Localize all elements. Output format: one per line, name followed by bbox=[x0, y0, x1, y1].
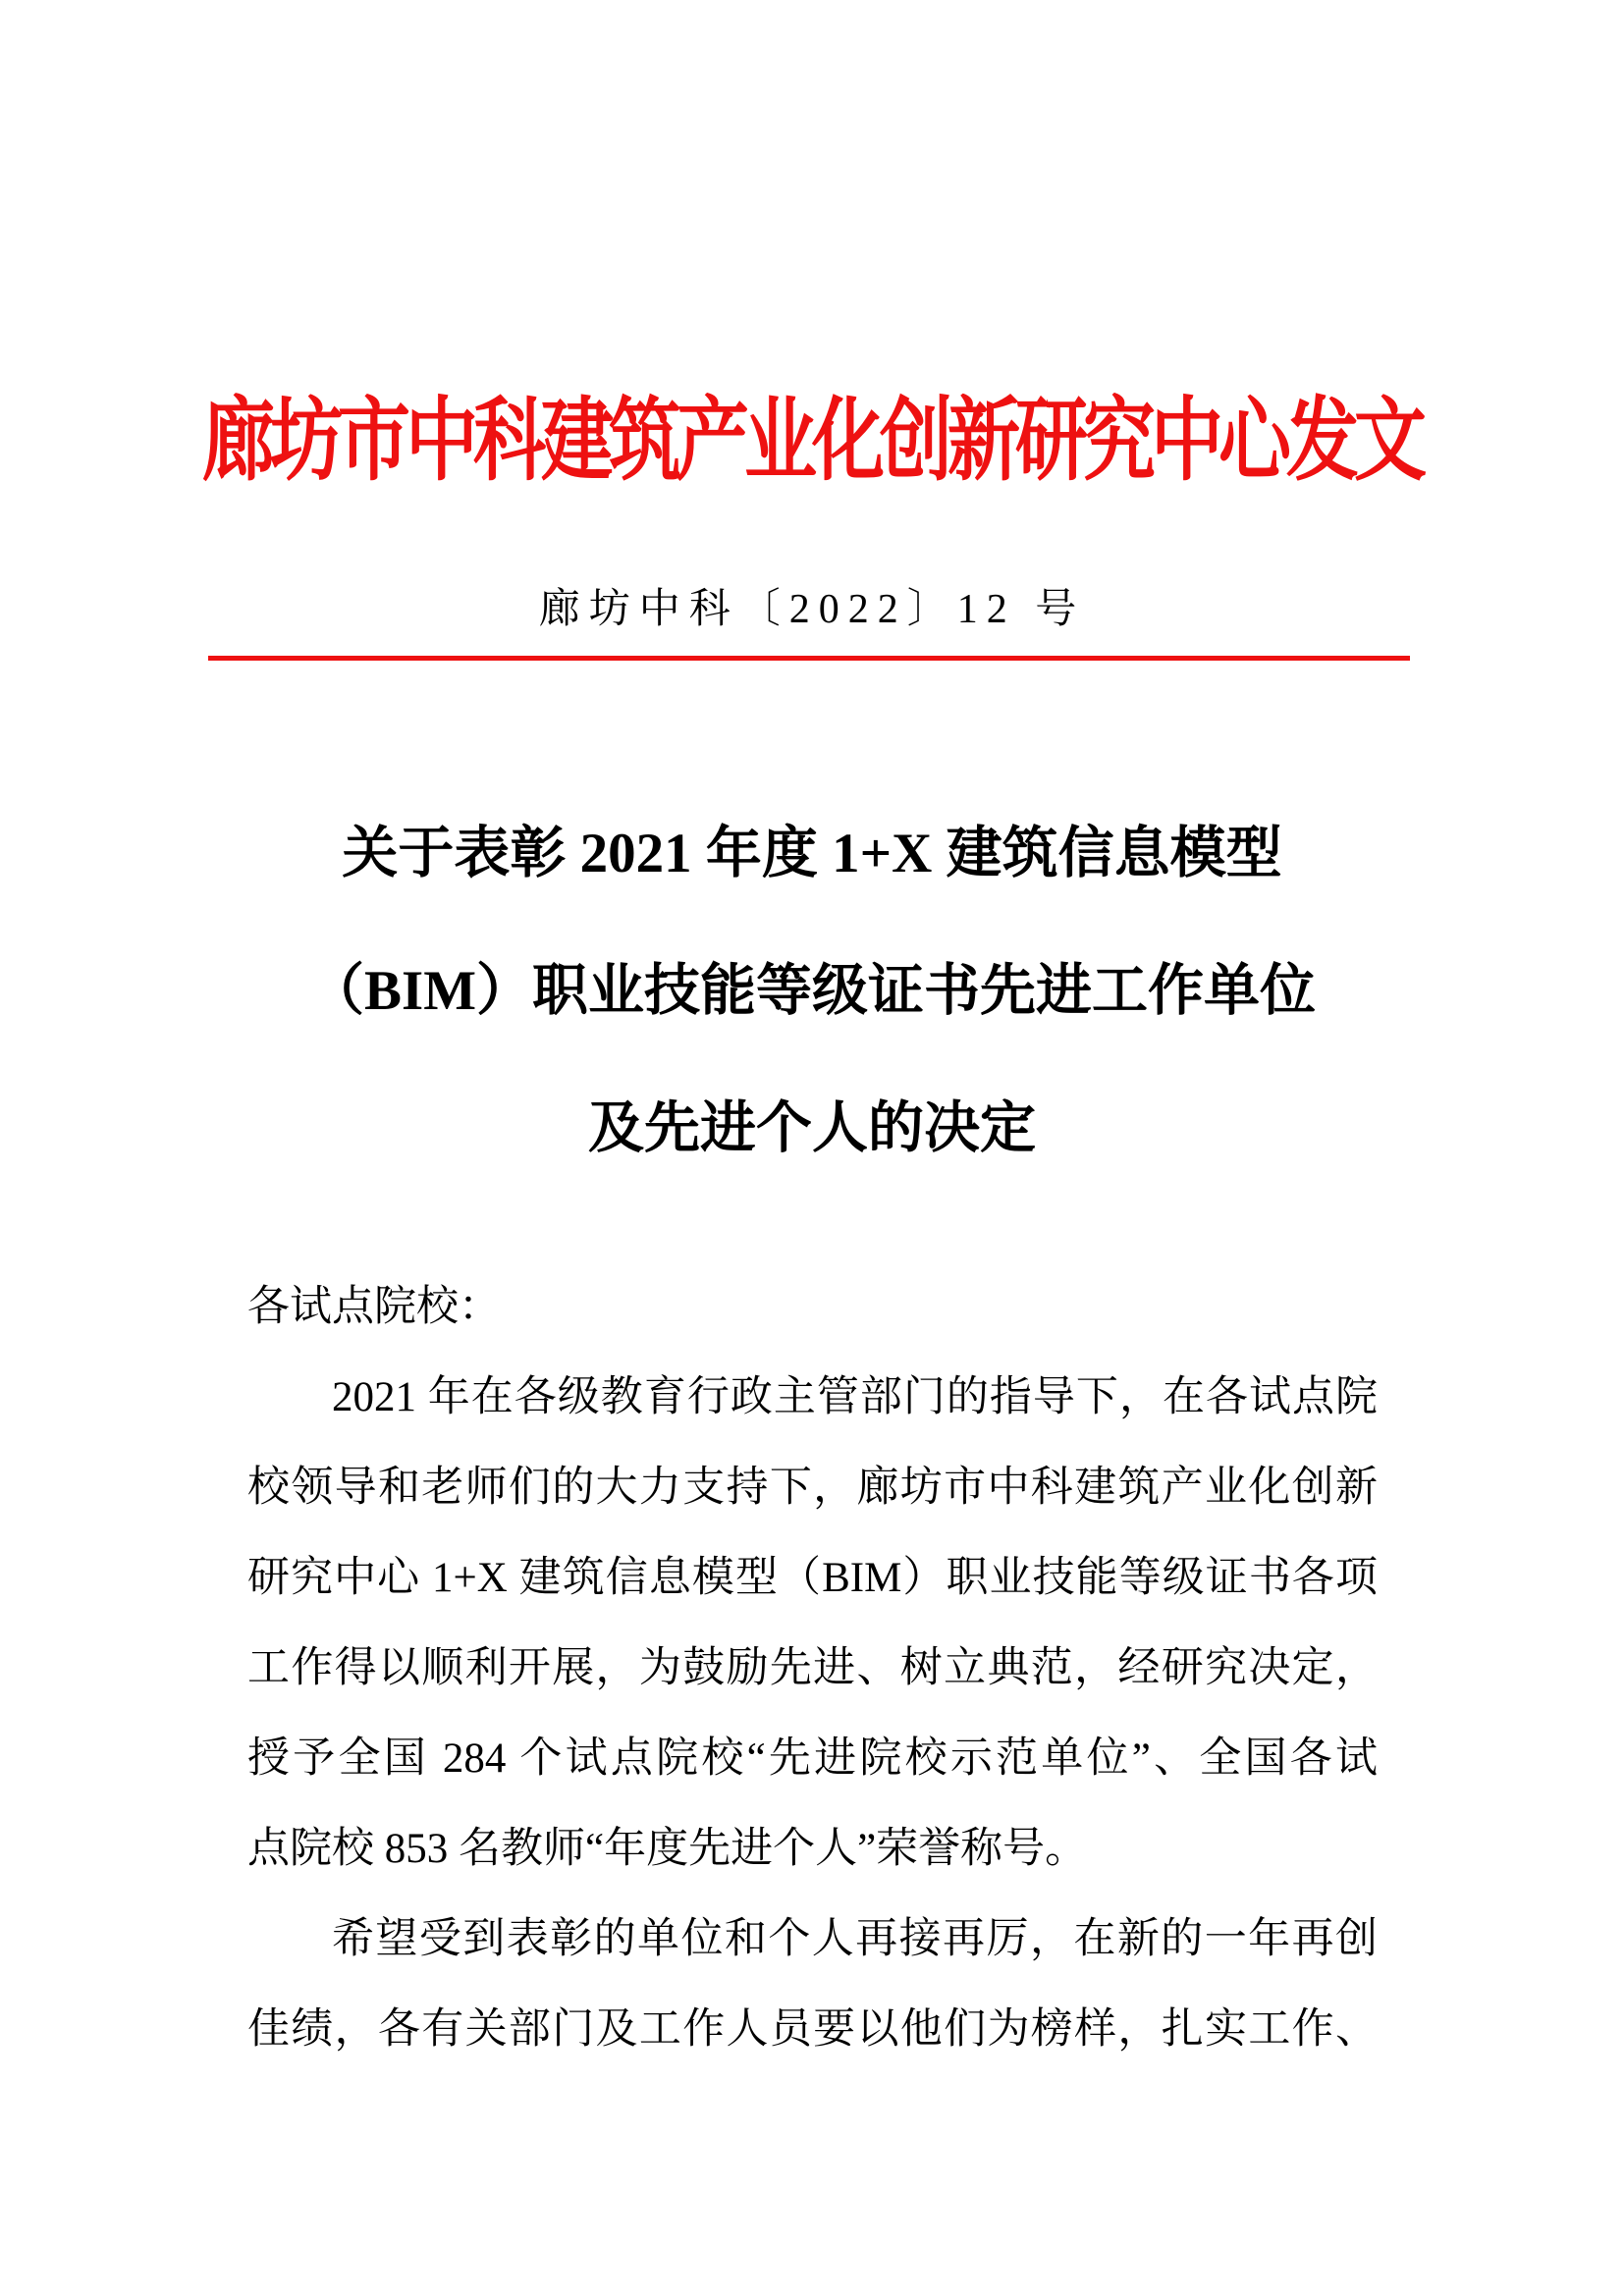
document-title-line-3: 及先进个人的决定 bbox=[588, 1097, 1036, 1159]
issuer-banner: 廊坊市中科建筑产业化创新研究中心发文 bbox=[202, 392, 1422, 493]
document-title-line-1: 关于表彰 2021 年度 1+X 建筑信息模型 bbox=[342, 823, 1282, 884]
body-text-line: 2021 年在各级教育行政主管部门的指导下，在各试点院 bbox=[332, 1374, 1378, 1420]
red-divider-line bbox=[208, 656, 1410, 661]
body-text-line: 工作得以顺利开展，为鼓励先进、树立典范，经研究决定， bbox=[247, 1645, 1378, 1691]
body-text-line: 希望受到表彰的单位和个人再接再厉，在新的一年再创 bbox=[332, 1916, 1378, 1962]
document-title bbox=[0, 785, 1624, 1198]
body-text-line: 校领导和老师们的大力支持下，廊坊市中科建筑产业化创新 bbox=[247, 1465, 1378, 1511]
body-text-line: 研究中心 1+X 建筑信息模型（BIM）职业技能等级证书各项 bbox=[247, 1555, 1378, 1601]
salutation-line: 各试点院校： bbox=[247, 1284, 501, 1330]
body-text-line: 授予全国 284 个试点院校“先进院校示范单位”、全国各试 bbox=[247, 1735, 1378, 1782]
document-body bbox=[247, 1262, 1378, 2075]
document-number: 廊坊中科〔2022〕12 号 bbox=[538, 587, 1086, 632]
body-text-line: 佳绩，各有关部门及工作人员要以他们为榜样，扎实工作、 bbox=[247, 2006, 1378, 2053]
body-text-line: 点院校 853 名教师“年度先进个人”荣誉称号。 bbox=[247, 1826, 1088, 1872]
document-title-line-2: （BIM）职业技能等级证书先进工作单位 bbox=[308, 960, 1316, 1022]
